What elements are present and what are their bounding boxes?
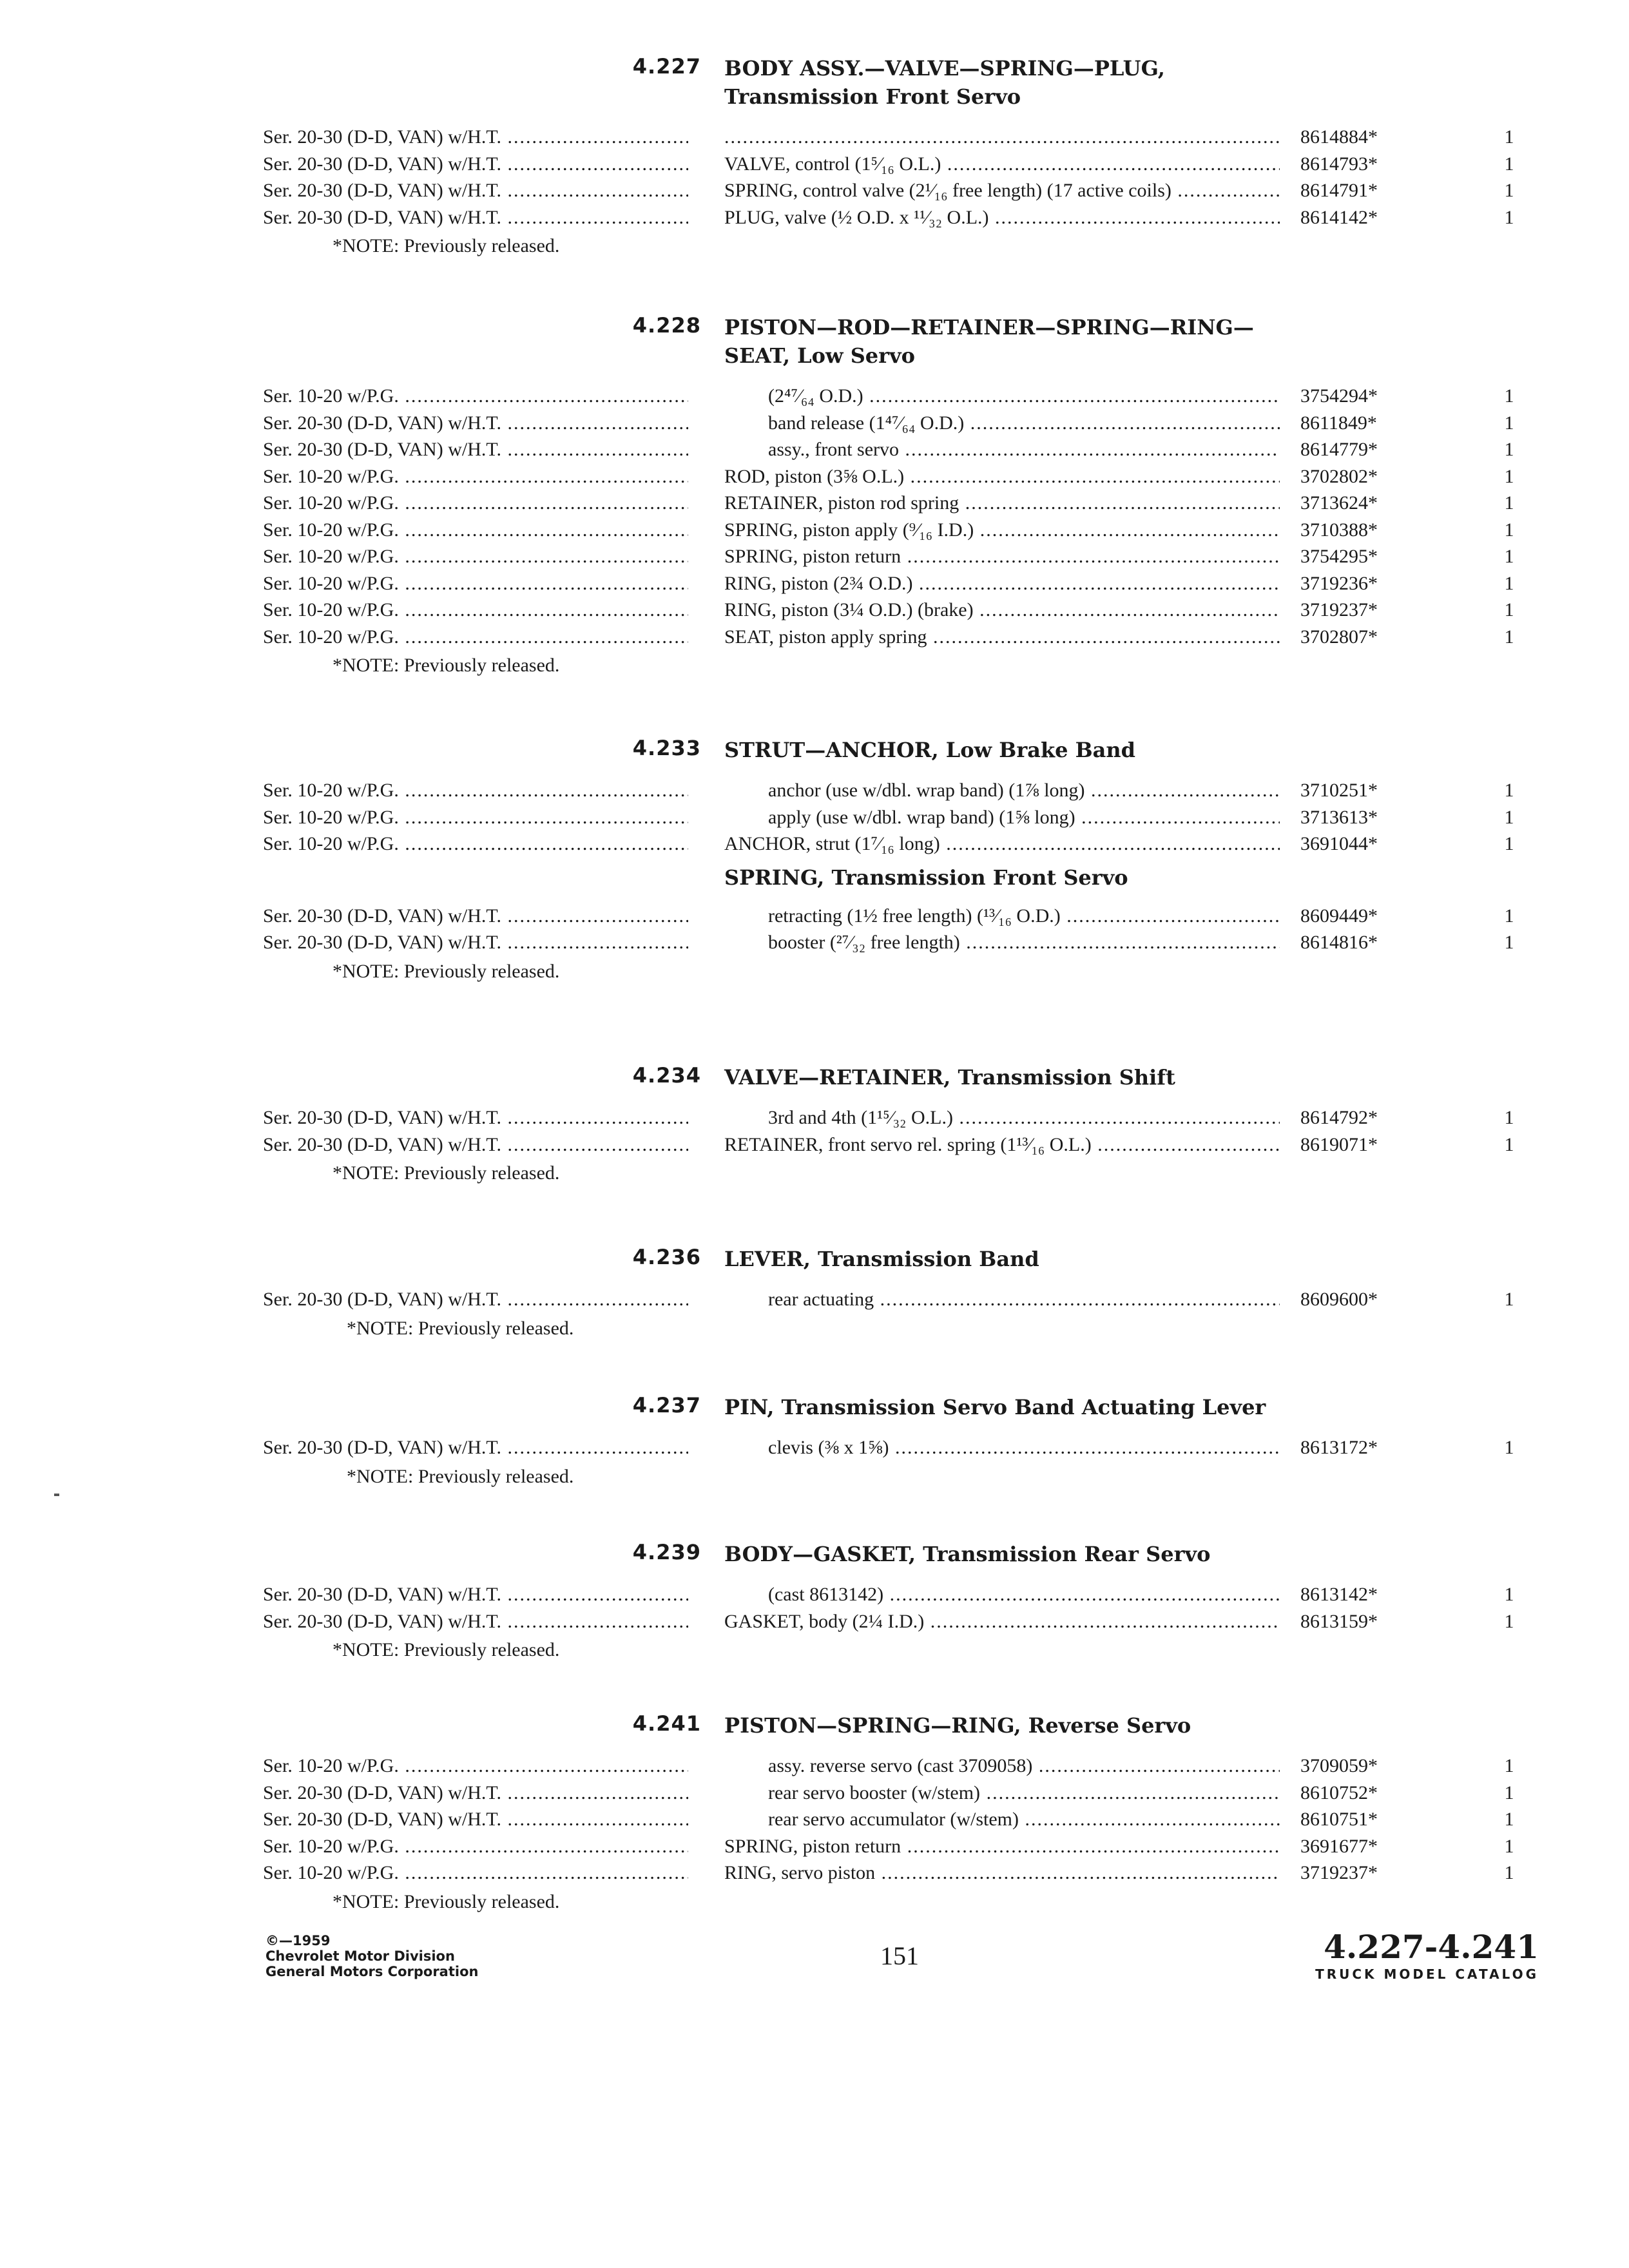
part-description: (2⁴⁷⁄₆₄ O.D.) ..... [768,383,1280,409]
section-4-239 [0,1540,1629,1663]
title-line: PIN, Transmission Servo Band Actuating Lever [724,1395,1266,1419]
quantity: 1 [1504,206,1514,228]
part-description: ANCHOR, strut (1⁷⁄₁₆ long) ..... [724,831,1280,857]
quantity: 1 [1504,599,1514,620]
section-title [724,1063,1175,1091]
application-text: Ser. 20-30 (D-D, VAN) w/H.T. ..... [263,929,688,956]
title-line: PISTON—SPRING—RING, Reverse Servo [724,1713,1191,1738]
part-row [0,1780,1629,1807]
section-header [0,313,1629,383]
section-range: 4.227-4.241 [1324,1928,1539,1966]
quantity: 1 [1504,180,1514,201]
section-header [0,736,1629,777]
application-text: Ser. 10-20 w/P.G. ..... [263,597,688,623]
quantity: 1 [1504,932,1514,953]
application-text: Ser. 20-30 (D-D, VAN) w/H.T. ..... [263,1806,688,1832]
footer-range-block [1315,1928,1539,1982]
part-number: 3691044* [1300,833,1378,854]
application-text: Ser. 20-30 (D-D, VAN) w/H.T. ..... [263,410,688,436]
part-number: 8614792* [1300,1107,1378,1128]
section-note: *NOTE: Previously released. [333,235,560,256]
part-row [0,1753,1629,1780]
copyright-line: ©—1959 [265,1933,331,1948]
part-row [0,204,1629,231]
part-number: 3691677* [1300,1835,1378,1857]
page-number: 151 [880,1941,919,1970]
scan-speck [54,1494,59,1496]
section-number: 4.239 [632,1540,701,1564]
part-number: 3713624* [1300,492,1378,514]
section-title [724,736,1135,764]
title-line: VALVE—RETAINER, Transmission Shift [724,1065,1175,1090]
part-description: RETAINER, front servo rel. spring (1¹³⁄₁₆ O.L.) ..... [724,1131,1280,1158]
quantity: 1 [1504,1755,1514,1776]
application-text: Ser. 10-20 w/P.G. ..... [263,463,688,490]
part-number: 8613142* [1300,1584,1378,1605]
part-row [0,1581,1629,1608]
quantity: 1 [1504,519,1514,541]
part-description: SEAT, piston apply spring ..... [724,624,1280,650]
part-number: 8610751* [1300,1809,1378,1830]
section-note: *NOTE: Previously released. [333,1162,560,1184]
section-4-227 [0,54,1629,259]
section-title [724,1711,1191,1740]
part-description: RETAINER, piston rod spring ..... [724,490,1280,516]
part-row [0,543,1629,570]
section-number: 4.237 [632,1393,701,1418]
quantity: 1 [1504,492,1514,514]
application-text: Ser. 10-20 w/P.G. ..... [263,543,688,570]
part-description: rear actuating ..... [768,1286,1280,1312]
application-text: Ser. 20-30 (D-D, VAN) w/H.T. ..... [263,1780,688,1806]
subheading-title: SPRING, Transmission Front Servo [724,865,1128,890]
section-note: *NOTE: Previously released. [333,655,560,676]
part-description: ROD, piston (3⅝ O.L.) ..... [724,463,1280,490]
part-row [0,1833,1629,1860]
application-text: Ser. 10-20 w/P.G. ..... [263,1833,688,1860]
title-line: BODY ASSY.—VALVE—SPRING—PLUG, [724,56,1165,81]
part-description: SPRING, piston return ..... [724,543,1280,570]
part-row [0,1860,1629,1887]
application-text: Ser. 10-20 w/P.G. ..... [263,1860,688,1886]
section-4-233 [0,736,1629,985]
quantity: 1 [1504,1862,1514,1883]
part-description: PLUG, valve (½ O.D. x ¹¹⁄₃₂ O.L.) ..... [724,204,1280,231]
section-4-236 [0,1245,1629,1341]
title-line: Transmission Front Servo [724,84,1021,109]
part-row [0,124,1629,151]
application-text: Ser. 20-30 (D-D, VAN) w/H.T. ..... [263,903,688,929]
part-row [0,1434,1629,1461]
part-description: apply (use w/dbl. wrap band) (1⅝ long) ..... [768,804,1280,831]
application-text: Ser. 20-30 (D-D, VAN) w/H.T. ..... [263,1131,688,1158]
part-row [0,777,1629,804]
part-description: assy., front servo ..... [768,436,1280,463]
part-row [0,383,1629,410]
quantity: 1 [1504,546,1514,567]
quantity: 1 [1504,1107,1514,1128]
application-text: Ser. 20-30 (D-D, VAN) w/H.T. ..... [263,1608,688,1635]
section-title [724,1393,1266,1421]
part-number: 3710388* [1300,519,1378,541]
application-text: Ser. 10-20 w/P.G. ..... [263,1753,688,1779]
quantity: 1 [1504,1437,1514,1458]
application-text: Ser. 10-20 w/P.G. ..... [263,831,688,857]
part-row [0,570,1629,597]
part-row [0,151,1629,178]
application-text: Ser. 20-30 (D-D, VAN) w/H.T. ..... [263,1434,688,1461]
part-number: 8609600* [1300,1289,1378,1310]
title-line: LEVER, Transmission Band [724,1247,1039,1271]
application-text: Ser. 20-30 (D-D, VAN) w/H.T. ..... [263,1286,688,1312]
section-4-228 [0,313,1629,678]
part-number: 8613172* [1300,1437,1378,1458]
section-header [0,1711,1629,1753]
application-text: Ser. 10-20 w/P.G. ..... [263,383,688,409]
copyright-line: Chevrolet Motor Division [265,1948,455,1964]
application-text: Ser. 10-20 w/P.G. ..... [263,777,688,803]
title-line: SEAT, Low Servo [724,343,915,368]
part-row [0,490,1629,517]
section-number: 4.228 [632,313,701,338]
title-line: PISTON—ROD—RETAINER—SPRING—RING— [724,315,1254,340]
application-text: Ser. 20-30 (D-D, VAN) w/H.T. ..... [263,1104,688,1131]
section-number: 4.234 [632,1063,701,1088]
part-description: (cast 8613142) ..... [768,1581,1280,1608]
part-row [0,1806,1629,1833]
catalog-name: TRUCK MODEL CATALOG [1315,1966,1539,1982]
part-row [0,597,1629,624]
section-number: 4.241 [632,1711,701,1736]
quantity: 1 [1504,1809,1514,1830]
quantity: 1 [1504,385,1514,407]
part-number: 3713613* [1300,806,1378,828]
copyright-line: General Motors Corporation [265,1964,479,1979]
part-description: 3rd and 4th (1¹⁵⁄₃₂ O.L.) ..... [768,1104,1280,1131]
part-number: 3754294* [1300,385,1378,407]
part-row [0,804,1629,831]
part-description: SPRING, piston return ..... [724,1833,1280,1860]
application-text: Ser. 20-30 (D-D, VAN) w/H.T. ..... [263,436,688,463]
application-text: Ser. 20-30 (D-D, VAN) w/H.T. ..... [263,177,688,204]
application-text: Ser. 20-30 (D-D, VAN) w/H.T. ..... [263,204,688,231]
part-description: band release (1⁴⁷⁄₆₄ O.D.) ..... [768,410,1280,436]
part-number: 8609449* [1300,905,1378,927]
part-number: 8614884* [1300,126,1378,148]
quantity: 1 [1504,126,1514,148]
application-text: Ser. 10-20 w/P.G. ..... [263,490,688,516]
part-description: SPRING, piston apply (⁹⁄₁₆ I.D.) ..... [724,517,1280,543]
application-text: Ser. 10-20 w/P.G. ..... [263,570,688,597]
application-text: Ser. 20-30 (D-D, VAN) w/H.T. ..... [263,151,688,177]
part-description: rear servo booster (w/stem) ..... [768,1780,1280,1806]
section-header [0,1540,1629,1581]
quantity: 1 [1504,780,1514,801]
section-4-237 [0,1393,1629,1490]
quantity: 1 [1504,905,1514,927]
part-row [0,177,1629,204]
part-description: rear servo accumulator (w/stem) ..... [768,1806,1280,1832]
part-number: 3702802* [1300,465,1378,487]
part-row [0,436,1629,463]
subheading [0,865,1629,903]
part-number: 8610752* [1300,1782,1378,1803]
section-title [724,313,1254,370]
copyright-block [265,1933,478,1979]
part-description: RING, piston (2¾ O.D.) ..... [724,570,1280,597]
part-number: 8613159* [1300,1610,1378,1632]
section-header [0,54,1629,124]
quantity: 1 [1504,806,1514,828]
part-row [0,1131,1629,1158]
part-number: 3710251* [1300,780,1378,801]
part-row [0,1608,1629,1635]
part-row [0,517,1629,544]
quantity: 1 [1504,1782,1514,1803]
part-number: 3719237* [1300,1862,1378,1883]
part-row [0,831,1629,858]
part-row [0,929,1629,956]
quantity: 1 [1504,1584,1514,1605]
quantity: 1 [1504,1133,1514,1155]
section-note: *NOTE: Previously released. [333,1639,560,1660]
part-row [0,1104,1629,1131]
section-title [724,1245,1039,1273]
quantity: 1 [1504,465,1514,487]
part-description: SPRING, control valve (2¹⁄₁₆ free length) (17 active coils) ..... [724,177,1280,204]
part-row [0,463,1629,490]
application-text: Ser. 20-30 (D-D, VAN) w/H.T. ..... [263,124,688,150]
quantity: 1 [1504,1610,1514,1632]
part-description: GASKET, body (2¼ I.D.) ..... [724,1608,1280,1635]
section-note: *NOTE: Previously released. [347,1317,574,1339]
quantity: 1 [1504,833,1514,854]
part-number: 8614816* [1300,932,1378,953]
section-note: *NOTE: Previously released. [333,960,560,982]
quantity: 1 [1504,1289,1514,1310]
quantity: 1 [1504,439,1514,460]
part-row [0,624,1629,651]
part-row [0,1286,1629,1313]
quantity: 1 [1504,572,1514,594]
section-header [0,1063,1629,1104]
section-number: 4.236 [632,1245,701,1269]
part-row [0,410,1629,437]
part-number: 8619071* [1300,1133,1378,1155]
part-number: 3754295* [1300,546,1378,567]
title-line: BODY—GASKET, Transmission Rear Servo [724,1542,1211,1566]
part-description: booster (²⁷⁄₃₂ free length) ..... [768,929,1280,956]
quantity: 1 [1504,153,1514,175]
section-title [724,1540,1210,1568]
part-description: anchor (use w/dbl. wrap band) (1⅞ long) ..... [768,777,1280,803]
part-number: 3719236* [1300,572,1378,594]
part-number: 3719237* [1300,599,1378,620]
application-text: Ser. 10-20 w/P.G. ..... [263,804,688,831]
application-text: Ser. 10-20 w/P.G. ..... [263,624,688,650]
application-text: Ser. 20-30 (D-D, VAN) w/H.T. ..... [263,1581,688,1608]
part-number: 8614779* [1300,439,1378,460]
application-text: Ser. 10-20 w/P.G. ..... [263,517,688,543]
part-number: 8614793* [1300,153,1378,175]
part-description [724,124,1280,150]
part-description: retracting (1½ free length) (¹³⁄₁₆ O.D.) ..... [768,903,1280,929]
quantity: 1 [1504,1835,1514,1857]
part-row [0,903,1629,930]
part-description: VALVE, control (1⁵⁄₁₆ O.L.) ..... [724,151,1280,177]
part-number: 8611849* [1300,412,1377,434]
title-line: STRUT—ANCHOR, Low Brake Band [724,738,1136,762]
part-description: RING, piston (3¼ O.D.) (brake) ..... [724,597,1280,623]
part-number: 8614142* [1300,206,1378,228]
section-number: 4.233 [632,736,701,760]
section-number: 4.227 [632,54,701,79]
part-description: clevis (⅜ x 1⅝) ..... [768,1434,1280,1461]
part-number: 3709059* [1300,1755,1378,1776]
part-number: 3702807* [1300,626,1378,648]
part-number: 8614791* [1300,180,1378,201]
section-header [0,1245,1629,1286]
part-description: assy. reverse servo (cast 3709058) ..... [768,1753,1280,1779]
quantity: 1 [1504,626,1514,648]
section-note: *NOTE: Previously released. [333,1890,560,1912]
section-header [0,1393,1629,1434]
section-note: *NOTE: Previously released. [347,1465,574,1487]
part-description: RING, servo piston ..... [724,1860,1280,1886]
quantity: 1 [1504,412,1514,434]
section-title [724,54,1165,111]
section-4-234 [0,1063,1629,1186]
section-4-241 [0,1711,1629,1915]
